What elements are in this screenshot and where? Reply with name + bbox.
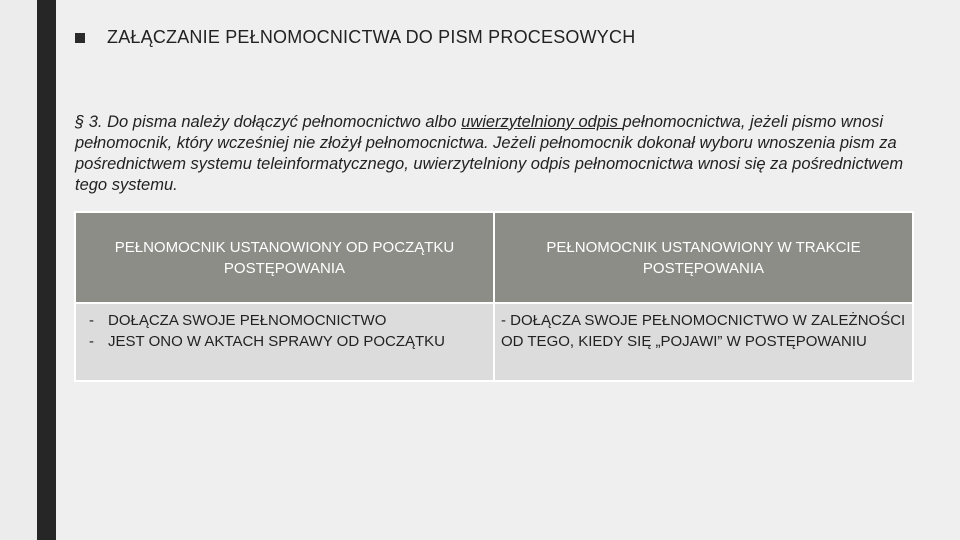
paragraph-underlined-text: uwierzytelniony odpis [461, 112, 623, 131]
side-accent-bar [37, 0, 56, 540]
article-paragraph [75, 112, 935, 196]
cell-during-proceedings: - DOŁĄCZA SWOJE PEŁNOMOCNICTWO W ZALEŻNOŚCI OD TEGO, KIEDY SIĘ „POJAWI” W POSTĘPOWANIU [494, 303, 913, 381]
table-row [75, 303, 913, 381]
from-start-list [82, 310, 487, 352]
header-from-start: PEŁNOMOCNIK USTANOWIONY OD POCZĄTKU POSTĘPOWANIA [75, 212, 494, 303]
cell-from-start [75, 303, 494, 381]
header-during-proceedings: PEŁNOMOCNIK USTANOWIONY W TRAKCIE POSTĘPOWANIA [494, 212, 913, 303]
square-bullet-icon [75, 33, 85, 43]
paragraph-text-start: § 3. Do pisma należy dołączyć pełnomocnictwo albo [75, 112, 462, 131]
slide-title: ZAŁĄCZANIE PEŁNOMOCNICTWA DO PISM PROCESOWYCH [107, 27, 636, 47]
table-header-row [75, 212, 913, 303]
title-row [75, 27, 635, 48]
list-item: - JEST ONO W AKTACH SPRAWY OD POCZĄTKU [82, 331, 487, 352]
list-item: - DOŁĄCZA SWOJE PEŁNOMOCNICTWO [82, 310, 487, 331]
paragraph-text-end: pełnomocnictwa, jeżeli pismo wnosi pełnomocnik, który wcześniej nie złożył pełnomocnictwa. Jeżeli pełnomocnik dokonał wyboru wnoszenia pism za pośrednictwem systemu teleinformatycznego, uwierzytelniony odpis pełnomocnictwa wnosi się za pośrednictwem tego systemu. [75, 112, 904, 194]
comparison-table [74, 211, 914, 382]
